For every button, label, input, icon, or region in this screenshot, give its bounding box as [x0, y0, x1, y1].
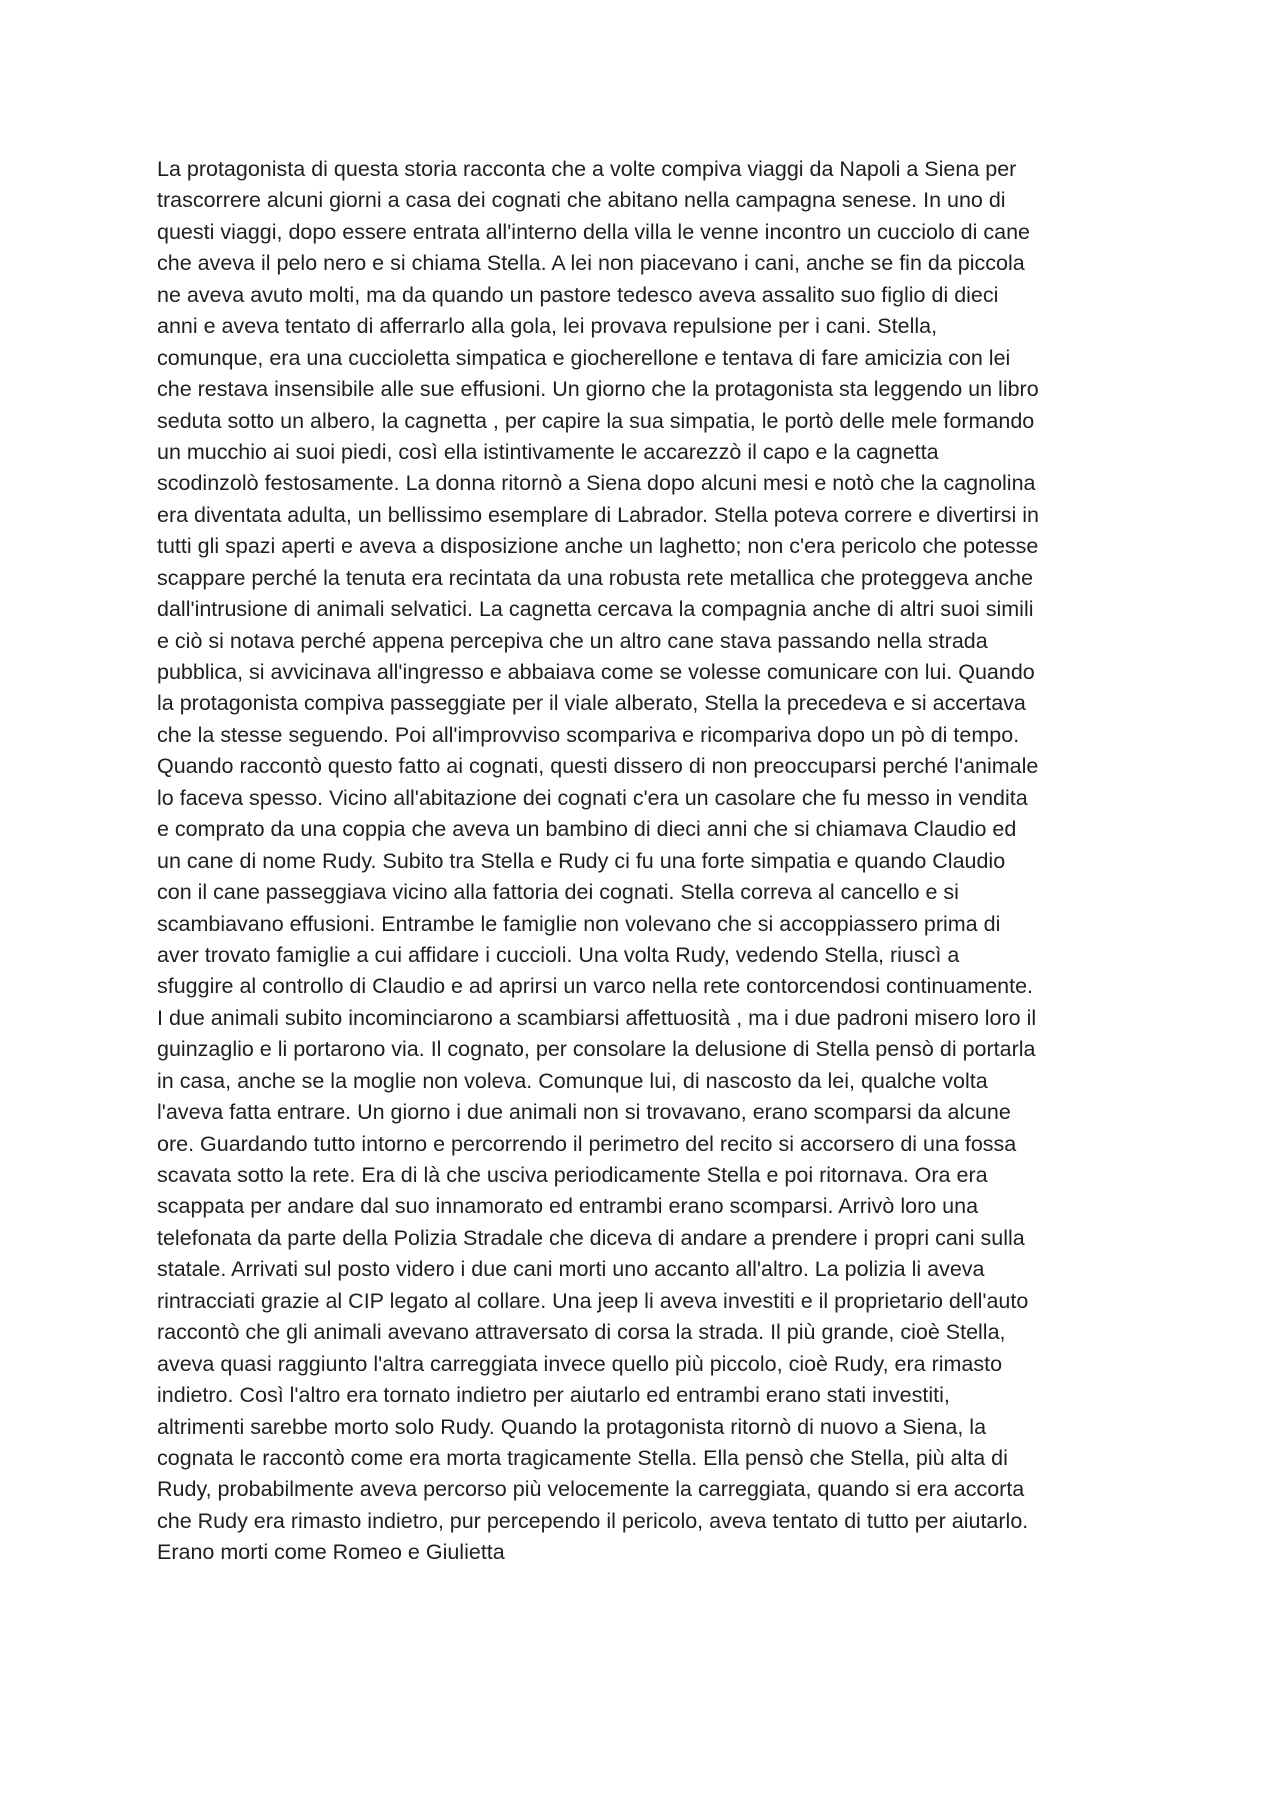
text-line: anni e aveva tentato di afferrarlo alla gola, lei provava repulsione per i cani. Stella, [157, 314, 938, 339]
text-line: trascorrere alcuni giorni a casa dei cognati che abitano nella campagna senese. In uno di [157, 188, 1006, 213]
text-line: aver trovato famiglie a cui affidare i cuccioli. Una volta Rudy, vedendo Stella, riuscì a [157, 942, 960, 967]
text-line: pubblica, si avvicinava all'ingresso e abbaiava come se volesse comunicare con lui. Quando [157, 660, 1035, 684]
text-line: era diventata adulta, un bellissimo esemplare di Labrador. Stella poteva correre e divertirsi in [157, 502, 1039, 527]
text-line: seduta sotto un albero, la cagnetta , per capire la sua simpatia, le portò delle mele formando [157, 408, 1035, 433]
text-line: dall'intrusione di animali selvatici. La cagnetta cercava la compagnia anche di altri suoi simili [157, 597, 1034, 622]
text-line: comunque, era una cuccioletta simpatica e giocherellone e tentava di fare amicizia con lei [157, 345, 1011, 370]
text-line: scodinzolò festosamente. La donna ritornò a Siena dopo alcuni mesi e notò che la cagnolina [157, 471, 1036, 496]
text-line: La protagonista di questa storia racconta che a volte compiva viaggi da Napoli a Siena per [157, 157, 1017, 181]
text-line: tutti gli spazi aperti e aveva a disposizione anche un laghetto; non c'era pericolo che potesse [157, 534, 1039, 559]
text-line: scappare perché la tenuta era recintata da una robusta rete metallica che proteggeva anche [157, 565, 1034, 590]
text-line: e ciò si notava perché appena percepiva che un altro cane stava passando nella strada [157, 628, 988, 653]
text-line: statale. Arrivati sul posto videro i due cani morti uno accanto all'altro. La polizia li aveva [157, 1257, 985, 1282]
text-line: ore. Guardando tutto intorno e percorrendo il perimetro del recito si accorsero di una fossa [157, 1131, 1017, 1156]
text-line: e comprato da una coppia che aveva un bambino di dieci anni che si chiamava Claudio ed [157, 817, 1017, 842]
text-line: Quando raccontò questo fatto ai cognati, questi dissero di non preoccuparsi perché l'animale [157, 754, 1039, 779]
text-line: aveva quasi raggiunto l'altra carreggiata invece quello più piccolo, cioè Rudy, era rimasto [157, 1351, 1003, 1376]
text-line: I due animali subito incominciarono a scambiarsi affettuosità , ma i due padroni misero loro il [157, 1005, 1037, 1030]
text-line: Rudy, probabilmente aveva percorso più velocemente la carreggiata, quando si era accorta [157, 1477, 1025, 1502]
text-line: cognata le raccontò come era morta tragicamente Stella. Ella pensò che Stella, più alta di [157, 1445, 1008, 1470]
story-text [157, 154, 1147, 1569]
text-line: rintracciati grazie al CIP legato al collare. Una jeep li aveva investiti e il proprietario dell'auto [157, 1288, 1029, 1313]
text-line: telefonata da parte della Polizia Stradale che diceva di andare a prendere i propri cani sulla [157, 1225, 1025, 1250]
text-line: in casa, anche se la moglie non voleva. Comunque lui, di nascosto da lei, qualche volta [157, 1068, 988, 1093]
text-line: altrimenti sarebbe morto solo Rudy. Quando la protagonista ritornò di nuovo a Siena, la [157, 1414, 987, 1439]
text-line: guinzaglio e li portarono via. Il cognato, per consolare la delusione di Stella pensò di portarla [157, 1037, 1036, 1062]
text-line: scambiavano effusioni. Entrambe le famiglie non volevano che si accoppiassero prima di [157, 911, 1001, 936]
text-line: lo faceva spesso. Vicino all'abitazione dei cognati c'era un casolare che fu messo in vendita [157, 785, 1028, 810]
text-line: scappata per andare dal suo innamorato ed entrambi erano scomparsi. Arrivò loro una [157, 1194, 979, 1219]
text-line: Erano morti come Romeo e Giulietta [157, 1540, 505, 1565]
text-line: che restava insensibile alle sue effusioni. Un giorno che la protagonista sta leggendo un libro [157, 377, 1039, 402]
text-line: questi viaggi, dopo essere entrata all'interno della villa le venne incontro un cucciolo di cane [157, 219, 1031, 244]
text-line: un mucchio ai suoi piedi, così ella istintivamente le accarezzò il capo e la cagnetta [157, 439, 939, 464]
text-line: indietro. Così l'altro era tornato indietro per aiutarlo ed entrambi erano stati investiti, [157, 1383, 950, 1408]
text-line: che Rudy era rimasto indietro, pur percependo il pericolo, aveva tentato di tutto per aiutarlo. [157, 1508, 1029, 1533]
text-line: un cane di nome Rudy. Subito tra Stella e Rudy ci fu una forte simpatia e quando Claudio [157, 848, 1006, 873]
text-line: sfuggire al controllo di Claudio e ad aprirsi un varco nella rete contorcendosi continuamente. [157, 974, 1034, 999]
text-line: raccontò che gli animali avevano attraversato di corsa la strada. Il più grande, cioè Stella, [157, 1320, 1006, 1345]
text-line: ne aveva avuto molti, ma da quando un pastore tedesco aveva assalito suo figlio di dieci [157, 282, 999, 307]
text-line: che aveva il pelo nero e si chiama Stella. A lei non piacevano i cani, anche se fin da piccola [157, 251, 1025, 276]
text-line: la protagonista compiva passeggiate per il viale alberato, Stella la precedeva e si accertava [157, 691, 1026, 716]
text-line: con il cane passeggiava vicino alla fattoria dei cognati. Stella correva al cancello e si [157, 880, 959, 905]
text-line: che la stesse seguendo. Poi all'improvviso scompariva e ricompariva dopo un pò di tempo. [157, 722, 1020, 747]
text-line: l'aveva fatta entrare. Un giorno i due animali non si trovavano, erano scomparsi da alcune [157, 1100, 1011, 1125]
text-line: scavata sotto la rete. Era di là che usciva periodicamente Stella e poi ritornava. Ora era [157, 1163, 988, 1187]
